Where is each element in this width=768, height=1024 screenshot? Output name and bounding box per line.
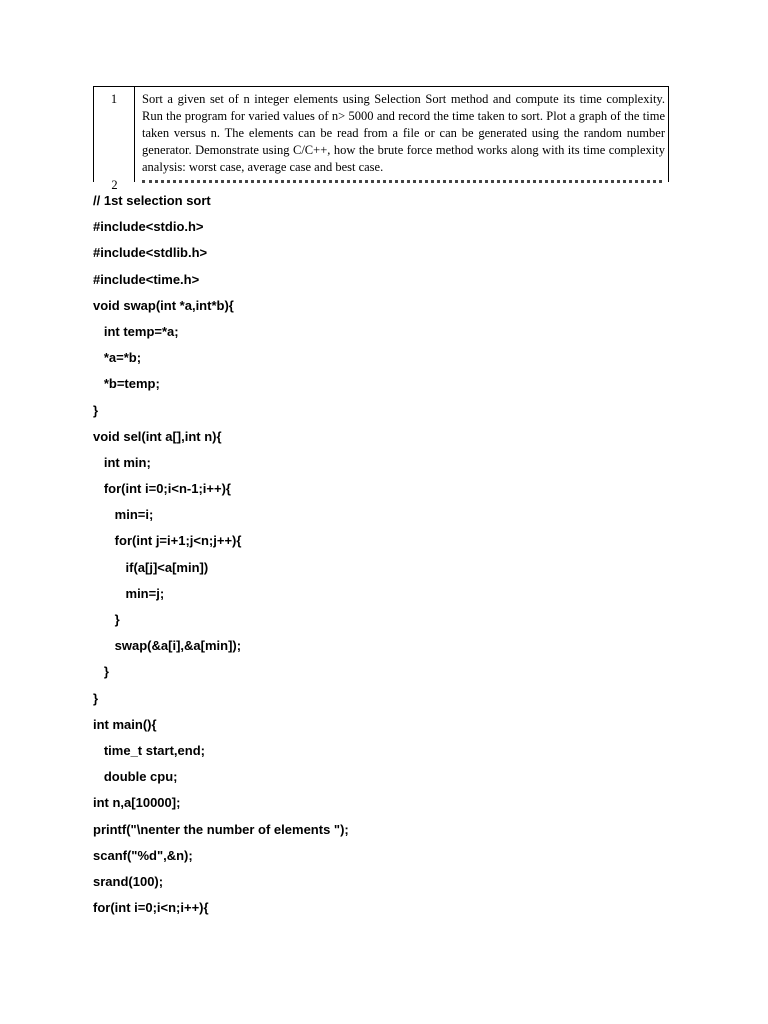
code-line: for(int i=0;i<n-1;i++){ xyxy=(93,481,231,497)
task-table xyxy=(93,86,669,192)
code-line: swap(&a[i],&a[min]); xyxy=(93,638,242,654)
code-line: if(a[j]<a[min]) xyxy=(93,559,209,575)
code-line: *a=*b; xyxy=(93,350,142,366)
code-line: min=j; xyxy=(93,585,165,601)
code-line: scanf("%d",&n); xyxy=(93,847,193,863)
code-line: double cpu; xyxy=(93,769,178,785)
code-line: void swap(int *a,int*b){ xyxy=(93,297,234,313)
next-task-number: 2 xyxy=(111,178,118,192)
code-line: printf("\nenter the number of elements "); xyxy=(93,821,349,837)
code-line: srand(100); xyxy=(93,873,164,889)
code-line: #include<stdlib.h> xyxy=(93,245,208,261)
task-description: Sort a given set of n integer elements using Selection Sort method and compute its time complexity. Run the program for varied values of n> 5000 and record the time taken to sort. Plot a graph of the time taken versus n. The elements can be read from a file or can be generated using the random number generator. Demonstrate using C/C++, how the brute force method works along with its time complexity analysis: worst case, average case and best case. xyxy=(142,92,665,174)
code-line: for(int i=0;i<n;i++){ xyxy=(93,900,209,916)
code-line: } xyxy=(93,690,99,706)
task-number: 1 xyxy=(94,87,135,182)
code-line: #include<stdio.h> xyxy=(93,219,204,235)
code-line: void sel(int a[],int n){ xyxy=(93,428,222,444)
code-line: } xyxy=(93,612,120,627)
code-line: int n,a[10000]; xyxy=(93,795,181,811)
code-line: } xyxy=(93,664,109,680)
code-line: } xyxy=(93,402,99,418)
code-block xyxy=(93,192,349,925)
code-line: int temp=*a; xyxy=(93,323,179,339)
code-line: int main(){ xyxy=(93,716,157,732)
code-line: time_t start,end; xyxy=(93,742,205,758)
code-line: // 1st selection sort xyxy=(93,193,211,208)
code-line: min=i; xyxy=(93,507,154,523)
code-line: *b=temp; xyxy=(93,376,160,392)
code-line: for(int j=i+1;j<n;j++){ xyxy=(93,533,242,549)
next-task-text-cutoff xyxy=(142,180,662,183)
code-line: #include<time.h> xyxy=(93,271,200,287)
code-line: int min; xyxy=(93,454,151,470)
